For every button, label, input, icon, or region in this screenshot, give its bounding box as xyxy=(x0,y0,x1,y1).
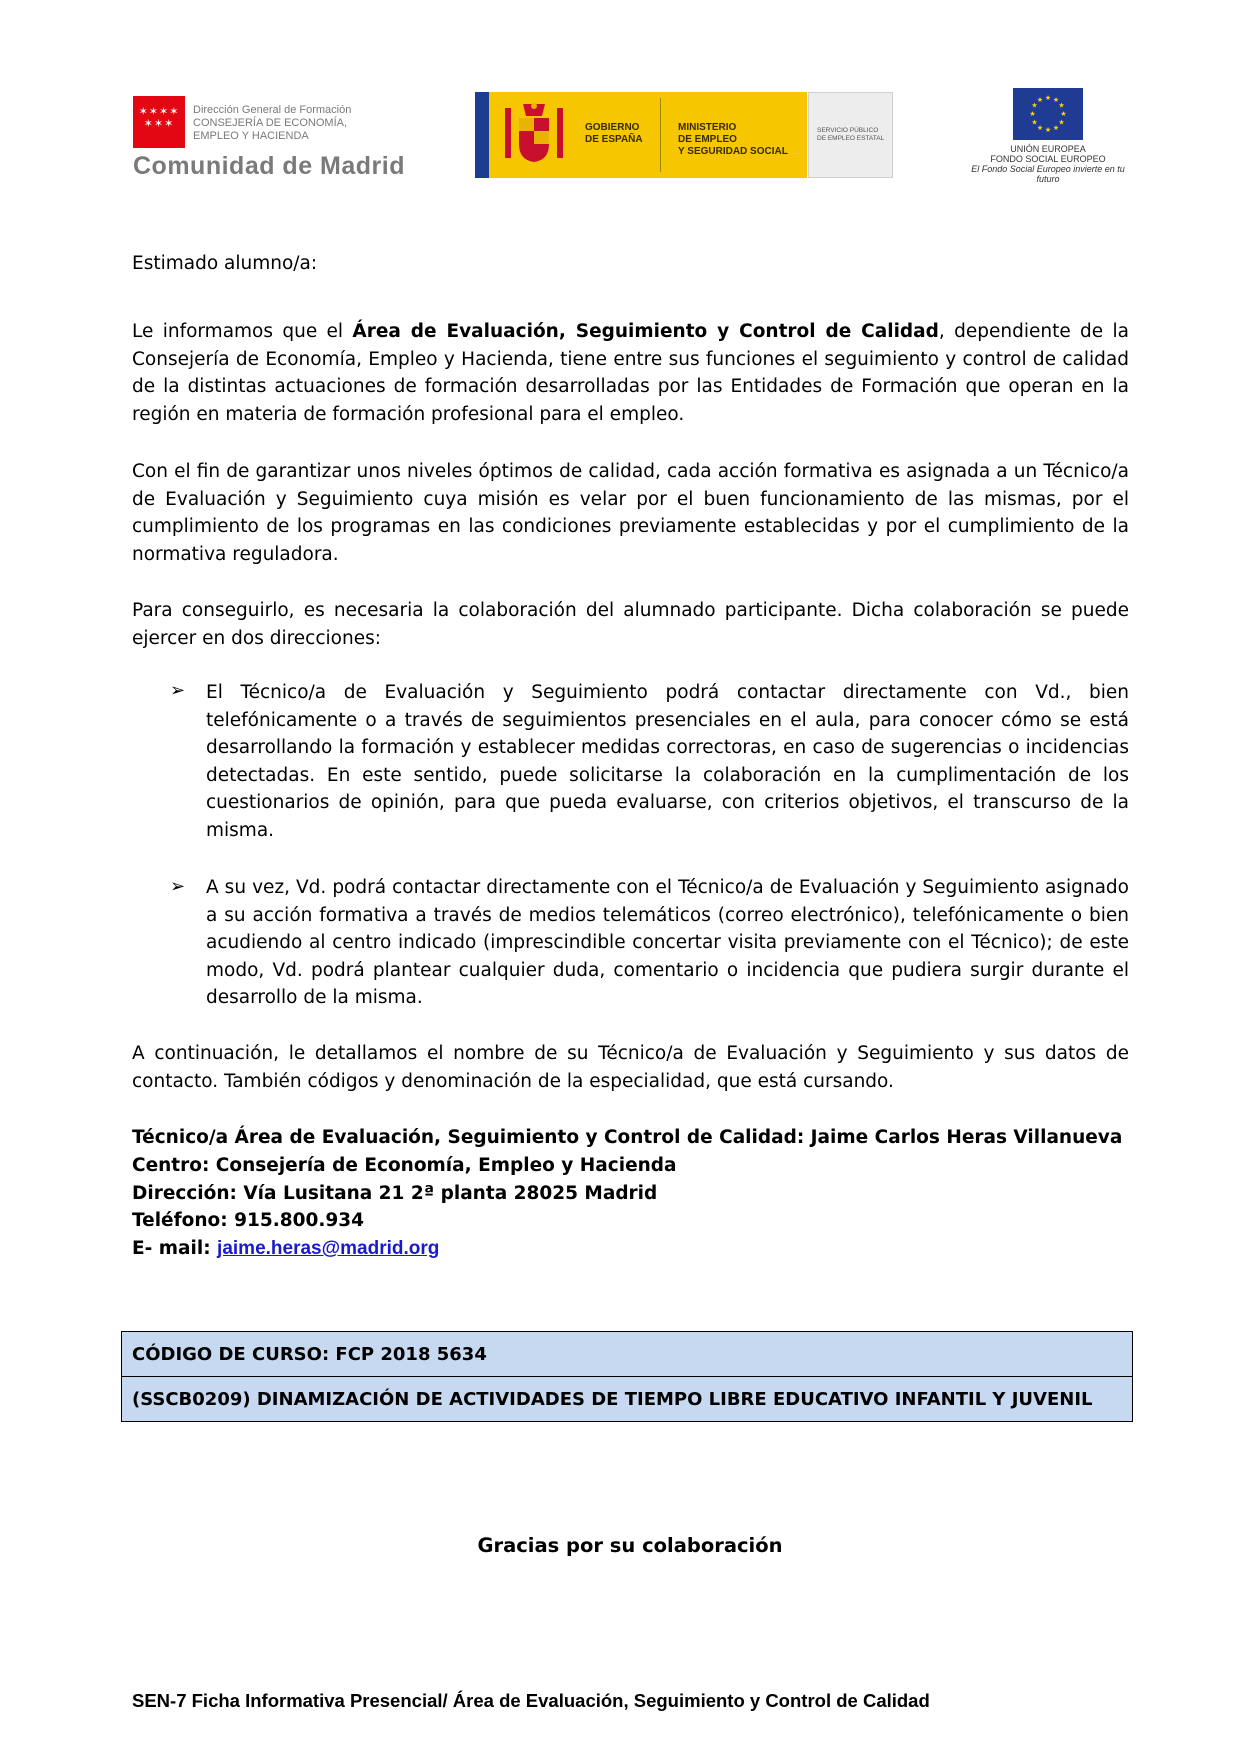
madrid-logo-line1: Dirección General de Formación xyxy=(193,104,352,116)
paragraph-1-end: , dependiente de la Consejería de Economía, Empleo y Hacienda, tiene entre sus funciones el seguimiento y control de calidad de la distintas actuaciones de formación desarrolladas por las Entidades de Formación que operan en la región en materia de formación profesional para el empleo. xyxy=(132,321,1130,425)
svg-text:★: ★ xyxy=(1031,101,1038,110)
madrid-logo-line3: EMPLEO Y HACIENDA xyxy=(193,130,309,142)
paragraph-1-bold: Área de Evaluación, Seguimiento y Control de Calidad xyxy=(352,321,939,342)
eu-line2: FONDO SOCIAL EUROPEO xyxy=(990,154,1106,164)
contact-email-label: E- mail: xyxy=(132,1238,218,1260)
svg-text:★: ★ xyxy=(1058,118,1065,127)
svg-text:★: ★ xyxy=(1036,96,1044,104)
course-table xyxy=(121,1331,1133,1422)
paragraph-1 xyxy=(132,318,1129,428)
course-code: CÓDIGO DE CURSO: FCP 2018 5634 xyxy=(122,1332,1133,1377)
gobierno-line2: DE ESPAÑA xyxy=(585,134,643,145)
bullet-2-text: A su vez, Vd. podrá contactar directamente con el Técnico/a de Evaluación y Seguimiento asignado a su acción formativa a través de medios telemáticos (correo electrónico), telefónicamente o bien acudiendo al centro indicado (imprescindible concertar visita previamente con el Técnico); de este modo, Vd. podrá plantear cualquier duda, comentario o incidencia que pudiera surgir durante el desarrollo de la misma. xyxy=(206,877,1129,1008)
ministerio-line1: MINISTERIO xyxy=(678,122,737,133)
svg-text:★: ★ xyxy=(1060,110,1067,118)
madrid-logo-line2: CONSEJERÍA DE ECONOMÍA, xyxy=(193,117,348,129)
contact-email-link[interactable]: jaime.heras@madrid.org xyxy=(217,1238,440,1260)
eu-line3: El Fondo Social Europeo invierte en tu futuro xyxy=(971,164,1125,184)
madrid-logo-name: Comunidad de Madrid xyxy=(133,152,405,180)
union-europea-logo xyxy=(968,88,1128,184)
spain-coat-of-arms-icon xyxy=(505,100,563,170)
bullet-arrow-icon: ➢ xyxy=(170,680,186,701)
bullet-arrow-icon: ➢ xyxy=(170,876,186,897)
ministerio-line2: DE EMPLEO xyxy=(678,134,737,145)
gobierno-espana-logo xyxy=(475,92,893,178)
eu-flag-icon xyxy=(1013,88,1083,140)
svg-text:★: ★ xyxy=(1044,94,1052,102)
contact-block xyxy=(132,1124,1122,1263)
gobierno-line1: GOBIERNO xyxy=(585,122,640,133)
paragraph-1-start: Le informamos que el xyxy=(132,321,353,342)
svg-text:★: ★ xyxy=(1052,124,1060,132)
contact-direccion: Dirección: Vía Lusitana 21 2ª planta 28025 Madrid xyxy=(132,1182,658,1204)
bullet-1-text: El Técnico/a de Evaluación y Seguimiento podrá contactar directamente con Vd., bien telefónicamente o a través de seguimientos presenciales en el aula, para conocer cómo se está desarrollando la formación y establecer medidas correctoras, en caso de sugerencias o incidencias detectadas. En este sentido, puede solicitarse la colaboración en la cumplimentación de los cuestionarios de opinión, para que pueda evaluarse, con criterios objetivos, el transcurso de la misma. xyxy=(206,682,1129,841)
svg-text:★: ★ xyxy=(1036,124,1044,132)
sepe-line2: DE EMPLEO ESTATAL xyxy=(817,135,885,142)
sepe-line1: SERVICIO PÚBLICO xyxy=(817,127,879,134)
greeting: Estimado alumno/a: xyxy=(132,253,318,274)
ministerio-line3: Y SEGURIDAD SOCIAL xyxy=(678,146,788,157)
svg-text:★: ★ xyxy=(1044,126,1052,134)
svg-text:★: ★ xyxy=(1058,101,1065,110)
thanks-text: Gracias por su colaboración xyxy=(477,1534,783,1557)
madrid-flag-icon: ✶✶✶✶ ✶✶✶ xyxy=(133,96,185,148)
contact-email-row xyxy=(132,1235,1122,1263)
paragraph-2: Con el fin de garantizar unos niveles óptimos de calidad, cada acción formativa es asignada a un Técnico/a de Evaluación y Seguimiento cuya misión es velar por el buen funcionamiento de las mismas, por el cumplimiento de los programas en las condiciones previamente establecidas y por el cumplimiento de la normativa reguladora. xyxy=(132,461,1129,565)
svg-text:★: ★ xyxy=(1029,110,1036,118)
page-footer: SEN-7 Ficha Informativa Presencial/ Área de Evaluación, Seguimiento y Control de Calidad xyxy=(132,1690,930,1711)
eu-line1: UNIÓN EUROPEA xyxy=(1010,144,1086,154)
svg-text:★: ★ xyxy=(1031,118,1038,127)
paragraph-3: Para conseguirlo, es necesaria la colaboración del alumnado participante. Dicha colaboración se puede ejercer en dos direcciones: xyxy=(132,600,1129,649)
paragraph-4: A continuación, le detallamos el nombre de su Técnico/a de Evaluación y Seguimiento y sus datos de contacto. También códigos y denominación de la especialidad, que está cursando. xyxy=(132,1043,1129,1092)
contact-centro: Centro: Consejería de Economía, Empleo y Hacienda xyxy=(132,1154,677,1176)
svg-text:★: ★ xyxy=(1052,96,1060,104)
contact-tecnico: Técnico/a Área de Evaluación, Seguimiento y Control de Calidad: Jaime Carlos Heras Villanueva xyxy=(132,1127,1123,1148)
contact-telefono: Teléfono: 915.800.934 xyxy=(132,1210,364,1232)
table-row xyxy=(122,1377,1133,1422)
comunidad-madrid-logo xyxy=(133,96,441,180)
table-row xyxy=(122,1332,1133,1377)
course-name: (SSCB0209) DINAMIZACIÓN DE ACTIVIDADES DE TIEMPO LIBRE EDUCATIVO INFANTIL Y JUVENIL xyxy=(122,1377,1133,1422)
